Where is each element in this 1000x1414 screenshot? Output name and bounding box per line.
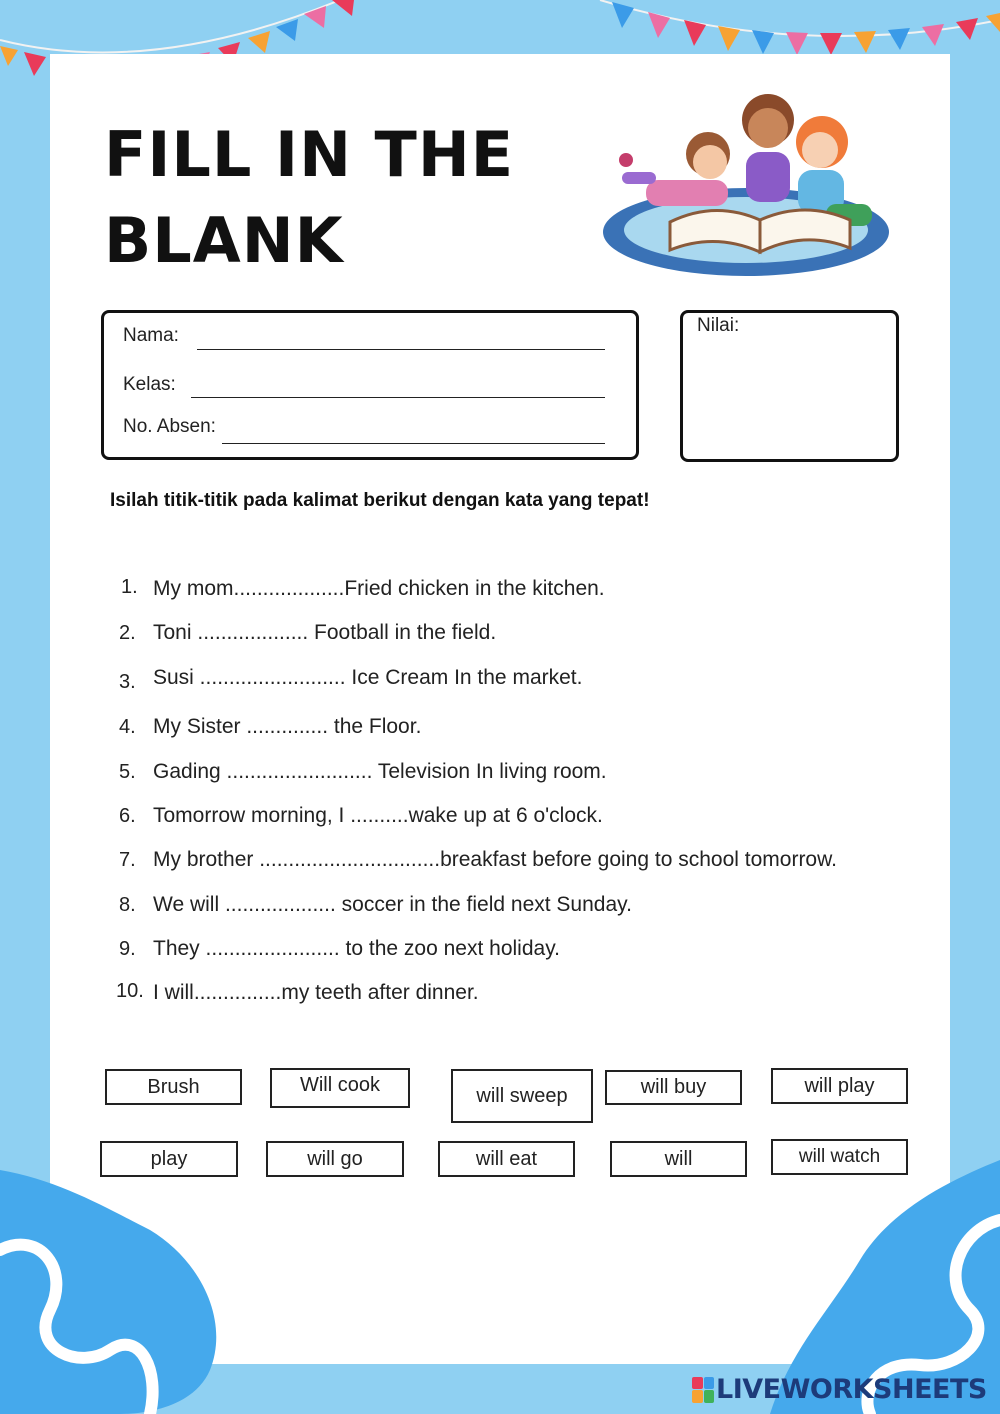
brand-name: LIVEWORKSHEETS — [716, 1374, 987, 1405]
score-label: Nilai: — [697, 315, 740, 336]
question-number: 7. — [119, 849, 136, 871]
word-card[interactable]: will buy — [605, 1070, 742, 1105]
word-card[interactable]: Will cook — [270, 1068, 410, 1108]
question-text: Toni ................... Football in the field. — [153, 621, 497, 644]
worksheet-title — [104, 112, 514, 284]
left-wave-decoration — [0, 1170, 240, 1414]
word-card[interactable]: will watch — [771, 1139, 908, 1175]
word-card[interactable]: will play — [771, 1068, 908, 1104]
liveworksheets-logo-icon — [692, 1377, 714, 1403]
question-number: 6. — [119, 805, 136, 827]
question-text: Susi ......................... Ice Cream In the market. — [153, 666, 583, 689]
absen-label: No. Absen: — [123, 416, 216, 437]
word-card[interactable]: will sweep — [451, 1069, 593, 1123]
question-number: 3. — [119, 671, 136, 693]
question-text: Tomorrow morning, I ..........wake up at 6 o'clock. — [153, 804, 603, 827]
word-card[interactable]: Brush — [105, 1069, 242, 1105]
instruction-text: Isilah titik-titik pada kalimat berikut dengan kata yang tepat! — [110, 490, 650, 511]
question-number: 10. — [116, 980, 144, 1002]
question-text: I will...............my teeth after dinner. — [153, 981, 479, 1004]
question-text: They ....................... to the zoo next holiday. — [153, 937, 560, 960]
name-field[interactable] — [197, 349, 605, 350]
question-number: 9. — [119, 938, 136, 960]
word-card[interactable]: will — [610, 1141, 747, 1177]
class-field[interactable] — [191, 397, 605, 398]
question-text: We will ................... soccer in the field next Sunday. — [153, 893, 632, 916]
question-number: 4. — [119, 716, 136, 738]
title-line-2: BLANK — [104, 204, 344, 277]
absen-field[interactable] — [222, 443, 605, 444]
question-number: 1. — [121, 576, 138, 598]
word-card[interactable]: play — [100, 1141, 238, 1177]
question-text: Gading ......................... Television In living room. — [153, 760, 607, 783]
question-text: My brother ...............................breakfast before going to school tomorrow. — [153, 848, 837, 871]
word-card[interactable]: will go — [266, 1141, 404, 1177]
question-text: My Sister .............. the Floor. — [153, 715, 422, 738]
question-number: 8. — [119, 894, 136, 916]
question-text: My mom...................Fried chicken in the kitchen. — [153, 577, 605, 600]
word-card[interactable]: will eat — [438, 1141, 575, 1177]
class-label: Kelas: — [123, 374, 176, 395]
question-number: 5. — [119, 761, 136, 783]
kids-reading-illustration — [600, 80, 900, 280]
liveworksheets-logo[interactable] — [692, 1374, 987, 1405]
name-label: Nama: — [123, 325, 179, 346]
question-number: 2. — [119, 622, 136, 644]
title-line-1: FILL IN THE — [104, 118, 515, 191]
